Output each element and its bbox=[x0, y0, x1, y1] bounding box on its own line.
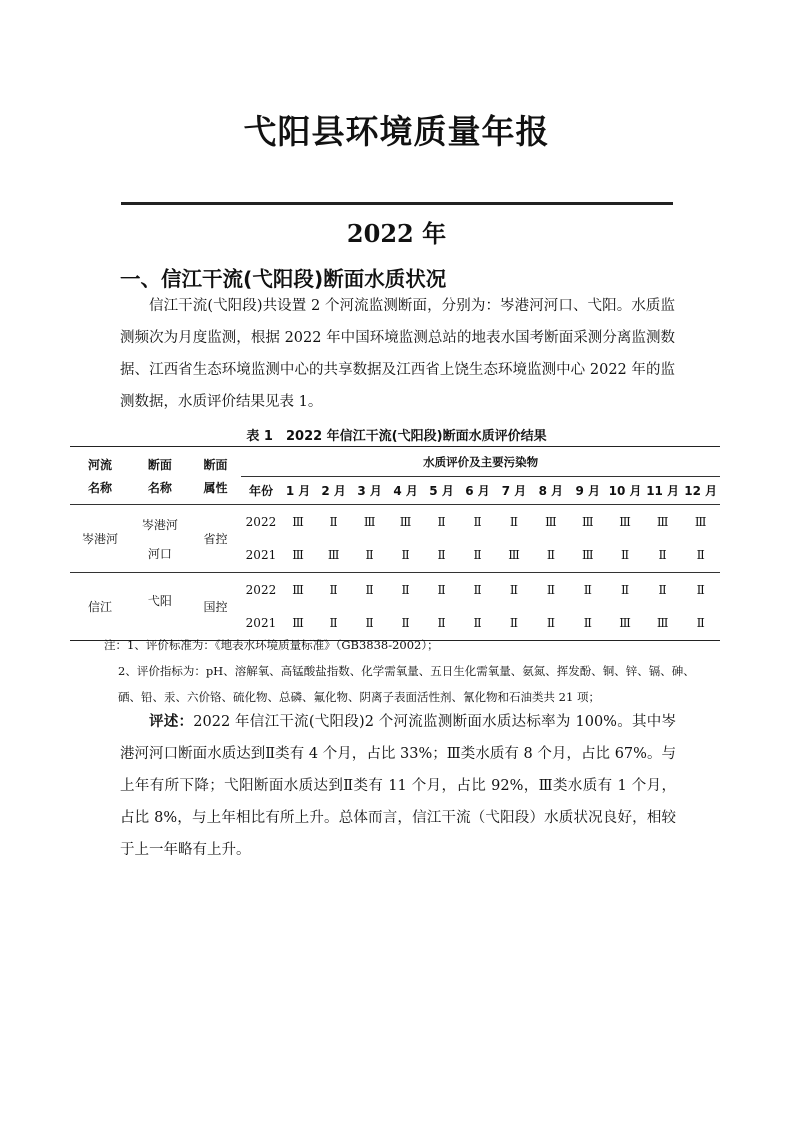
header-month: 8 月 bbox=[532, 477, 569, 505]
header-month: 6 月 bbox=[460, 477, 496, 505]
cell-grade: Ⅱ bbox=[460, 539, 496, 573]
cell-grade: Ⅱ bbox=[352, 539, 388, 573]
header-attribute: 断面 属性 bbox=[190, 447, 242, 505]
year-heading: 2022 年 bbox=[346, 219, 447, 248]
cell-grade: Ⅱ bbox=[546, 582, 555, 597]
review-label: 评述： bbox=[149, 714, 194, 730]
cell-grade: Ⅱ bbox=[509, 582, 519, 597]
cell-grade: Ⅲ bbox=[656, 514, 669, 529]
cell-grade: Ⅲ bbox=[292, 582, 304, 597]
header-month: 12 月 bbox=[681, 477, 720, 505]
header-year: 年份 bbox=[241, 477, 280, 505]
table-row bbox=[70, 573, 720, 607]
cell-grade: Ⅲ bbox=[281, 607, 316, 641]
cell-grade: Ⅱ bbox=[329, 582, 338, 597]
cell-grade: Ⅱ bbox=[473, 582, 482, 597]
cell-grade: Ⅲ bbox=[545, 514, 557, 529]
cell-grade: Ⅱ bbox=[509, 514, 519, 529]
cell-grade: Ⅱ bbox=[401, 582, 410, 597]
cell-attribute: 国控 bbox=[190, 573, 242, 641]
cell-grade: Ⅲ bbox=[582, 514, 594, 529]
cell-grade: Ⅱ bbox=[532, 539, 569, 573]
cell-year: 2021 bbox=[241, 607, 280, 641]
cell-grade: Ⅱ bbox=[696, 582, 705, 597]
cell-grade: Ⅱ bbox=[316, 607, 352, 641]
cell-grade: Ⅲ bbox=[363, 514, 376, 529]
header-month: 1 月 bbox=[281, 477, 316, 505]
section-heading: 一、信江干流(弋阳段)断面水质状况 bbox=[120, 267, 447, 291]
cell-grade: Ⅱ bbox=[388, 539, 424, 573]
cell-grade: Ⅱ bbox=[424, 607, 460, 641]
section-paragraph: 信江干流(弋阳段)共设置 2 个河流监测断面，分别为：岑港河河口、弋阳。水质监测频次为月度监测，根据 2022 年中国环境监测总站的地表水国考断面采测分离监测数据、江西省生态环境监测中心的共享数据及江西省上饶生态环境监测中心 2022 年的监测数据，水质评价结果见表 1。 bbox=[120, 298, 675, 410]
cell-grade: Ⅱ bbox=[681, 539, 720, 573]
cell-grade: Ⅱ bbox=[606, 539, 644, 573]
note-2: 2、评价指标为：pH、溶解氧、高锰酸盐指数、化学需氧量、五日生化需氧量、氨氮、挥发酚、铜、锌、镉、砷、硒、铅、汞、六价铬、硫化物、总磷、氟化物、阴离子表面活性剂、氰化物和石油类共 21 项； bbox=[118, 664, 695, 704]
cell-grade: Ⅲ bbox=[496, 539, 533, 573]
cell-grade: Ⅱ bbox=[658, 582, 667, 597]
table-row bbox=[70, 505, 720, 539]
cell-river: 岑港河 bbox=[70, 505, 130, 573]
cell-grade: Ⅱ bbox=[496, 607, 533, 641]
cell-grade: Ⅱ bbox=[329, 514, 338, 529]
cell-grade: Ⅱ bbox=[388, 607, 424, 641]
water-quality-table bbox=[70, 446, 720, 641]
header-river: 河流 名称 bbox=[70, 447, 130, 505]
cell-grade: Ⅲ bbox=[619, 514, 631, 529]
header-month: 3 月 bbox=[352, 477, 388, 505]
cell-grade: Ⅱ bbox=[620, 582, 630, 597]
cell-section: 弋阳 bbox=[130, 573, 190, 641]
header-month: 9 月 bbox=[569, 477, 606, 505]
cell-grade: Ⅱ bbox=[437, 514, 446, 529]
review-text: 2022 年信江干流(弋阳段)2 个河流监测断面水质达标率为 100%。其中岑港河河口断面水质达到Ⅱ类有 4 个月，占比 33%；Ⅲ类水质有 8 个月，占比 67%。与上年有所下降；弋阳断面水质达到Ⅱ类有 11 个月，占比 92%，Ⅲ类水质有 1 个月，占比 8%，与上年相比有所上升。总体而言，信江干流（弋阳段）水质状况良好，相较于上一年略有上升。 bbox=[120, 714, 676, 858]
cell-grade: Ⅲ bbox=[644, 607, 682, 641]
cell-grade: Ⅲ bbox=[569, 539, 606, 573]
cell-grade: Ⅱ bbox=[473, 514, 482, 529]
note-1: 注：1、评价标准为：《地表水环境质量标准》（GB3838-2002）； bbox=[104, 638, 439, 652]
cell-grade: Ⅱ bbox=[569, 607, 606, 641]
cell-grade: Ⅱ bbox=[424, 539, 460, 573]
cell-grade: Ⅱ bbox=[583, 582, 592, 597]
cell-grade: Ⅱ bbox=[352, 607, 388, 641]
cell-year: 2021 bbox=[241, 539, 280, 573]
cell-grade: Ⅱ bbox=[460, 607, 496, 641]
cell-grade: Ⅲ bbox=[316, 539, 352, 573]
header-month: 2 月 bbox=[316, 477, 352, 505]
cell-section: 岑港河 河口 bbox=[130, 505, 190, 573]
title-divider bbox=[121, 202, 673, 205]
cell-grade: Ⅱ bbox=[437, 582, 446, 597]
header-month: 10 月 bbox=[606, 477, 644, 505]
cell-grade: Ⅲ bbox=[694, 514, 707, 529]
header-month: 7 月 bbox=[496, 477, 533, 505]
header-section: 断面 名称 bbox=[130, 447, 190, 505]
cell-river: 信江 bbox=[70, 573, 130, 641]
report-title: 弋阳县环境质量年报 bbox=[243, 112, 550, 151]
cell-grade: Ⅱ bbox=[365, 582, 374, 597]
cell-year: 2022 bbox=[245, 514, 277, 529]
cell-grade: Ⅲ bbox=[399, 514, 412, 529]
header-group: 水质评价及主要污染物 bbox=[241, 447, 720, 477]
table-notes bbox=[104, 632, 704, 710]
cell-grade: Ⅲ bbox=[292, 514, 304, 529]
cell-year: 2022 bbox=[245, 582, 277, 597]
review-paragraph bbox=[120, 706, 676, 866]
cell-attribute: 省控 bbox=[190, 505, 242, 573]
header-month: 4 月 bbox=[388, 477, 424, 505]
header-month: 11 月 bbox=[644, 477, 682, 505]
cell-grade: Ⅱ bbox=[681, 607, 720, 641]
cell-grade: Ⅲ bbox=[606, 607, 644, 641]
cell-grade: Ⅱ bbox=[644, 539, 682, 573]
cell-grade: Ⅲ bbox=[281, 539, 316, 573]
header-month: 5 月 bbox=[424, 477, 460, 505]
cell-grade: Ⅱ bbox=[532, 607, 569, 641]
table-caption: 表 1 2022 年信江干流(弋阳段)断面水质评价结果 bbox=[246, 429, 547, 444]
